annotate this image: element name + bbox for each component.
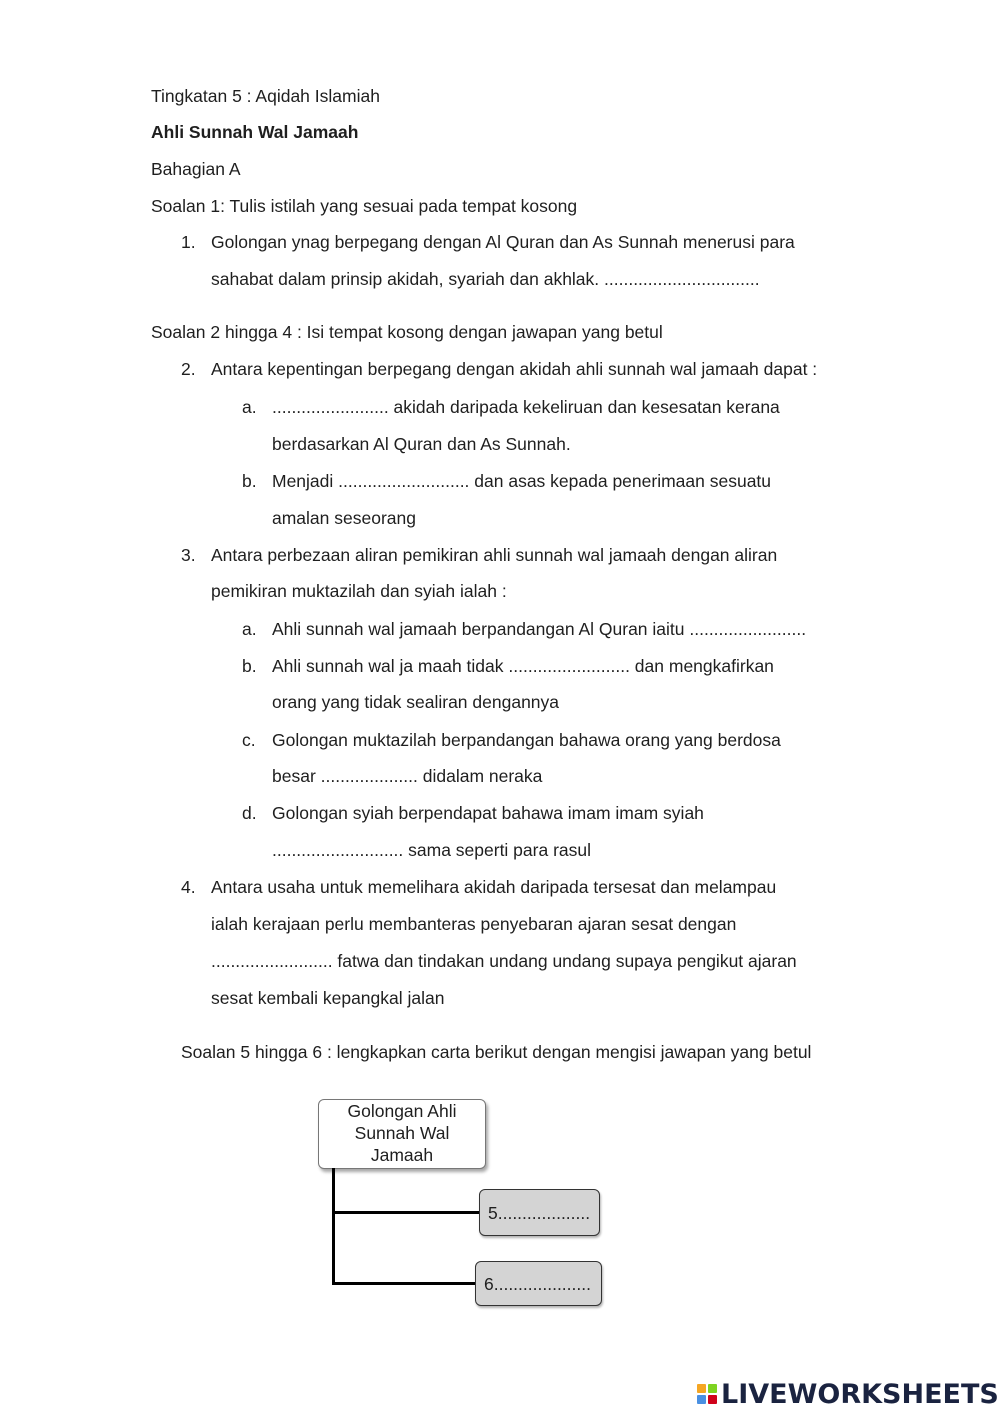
q2b-line2: amalan seseorang xyxy=(272,508,416,528)
logo-text: LIVEWORKSHEETS xyxy=(721,1378,999,1410)
chart-root-line3: Jamaah xyxy=(370,1145,434,1165)
chart-root-line2: Sunnah Wal xyxy=(354,1123,450,1143)
q3-number: 3. xyxy=(181,545,196,565)
q1-number: 1. xyxy=(181,232,196,252)
q4-line4: sesat kembali kepangkal jalan xyxy=(211,988,445,1008)
q4-line1: Antara usaha untuk memelihara akidah daripada tersesat dan melampau xyxy=(211,877,777,897)
q2-number: 2. xyxy=(181,359,196,379)
q3a-line1: Ahli sunnah wal jamaah berpandangan Al Quran iaitu ........................ xyxy=(272,619,807,639)
q3d-line1: Golongan syiah berpendapat bahawa imam imam syiah xyxy=(272,803,704,823)
q3c-line1: Golongan muktazilah berpandangan bahawa orang yang berdosa xyxy=(272,730,781,750)
logo-tile-icon xyxy=(697,1384,706,1393)
chart-connector-branch-5 xyxy=(332,1211,480,1214)
q1-instruction: Soalan 1: Tulis istilah yang sesuai pada tempat kosong xyxy=(151,196,578,216)
q5to6-instruction: Soalan 5 hingga 6 : lengkapkan carta berikut dengan mengisi jawapan yang betul xyxy=(181,1042,812,1062)
logo-tile-icon xyxy=(708,1384,717,1393)
q3b-line2: orang yang tidak sealiran dengannya xyxy=(272,692,560,712)
q3c-letter: c. xyxy=(242,730,256,750)
worksheet-title: Ahli Sunnah Wal Jamaah xyxy=(151,122,359,142)
chart-root-line1: Golongan Ahli xyxy=(347,1101,457,1121)
liveworksheets-logo xyxy=(697,1378,999,1410)
section-label: Bahagian A xyxy=(151,159,241,179)
q2to4-instruction: Soalan 2 hingga 4 : Isi tempat kosong dengan jawapan yang betul xyxy=(151,322,663,342)
q4-number: 4. xyxy=(181,877,196,897)
answer-6-text: 6.................... xyxy=(484,1273,591,1294)
q3a-letter: a. xyxy=(242,619,257,639)
q3d-line2: ........................... sama seperti para rasul xyxy=(272,840,591,860)
answer-box-5[interactable] xyxy=(479,1189,600,1236)
q2a-line1: ........................ akidah daripada kekeliruan dan kesesatan kerana xyxy=(272,397,780,417)
q1-text-line1: Golongan ynag berpegang dengan Al Quran dan As Sunnah menerusi para xyxy=(211,232,795,252)
q1-text-line2: sahabat dalam prinsip akidah, syariah dan akhlak. ................................ xyxy=(211,269,760,289)
q2b-line1: Menjadi ........................... dan asas kepada penerimaan sesuatu xyxy=(272,471,772,491)
chart-connector-branch-6 xyxy=(332,1282,476,1285)
q2b-letter: b. xyxy=(242,471,257,491)
q3-line1: Antara perbezaan aliran pemikiran ahli sunnah wal jamaah dengan aliran xyxy=(211,545,778,565)
q3b-line1: Ahli sunnah wal ja maah tidak ......................... dan mengkafirkan xyxy=(272,656,774,676)
logo-tile-icon xyxy=(708,1395,717,1404)
subject-line: Tingkatan 5 : Aqidah Islamiah xyxy=(151,86,380,106)
q2-text: Antara kepentingan berpegang dengan akidah ahli sunnah wal jamaah dapat : xyxy=(211,359,818,379)
q4-line2: ialah kerajaan perlu membanteras penyebaran ajaran sesat dengan xyxy=(211,914,737,934)
logo-mark-icon xyxy=(697,1384,717,1404)
answer-5-text: 5................... xyxy=(488,1202,591,1223)
q3-line2: pemikiran muktazilah dan syiah ialah : xyxy=(211,581,507,601)
chart-root-box xyxy=(318,1099,486,1169)
answer-box-6[interactable] xyxy=(475,1261,602,1306)
q3d-letter: d. xyxy=(242,803,257,823)
q2a-line2: berdasarkan Al Quran dan As Sunnah. xyxy=(272,434,571,454)
q4-line3: ......................... fatwa dan tindakan undang undang supaya pengikut ajaran xyxy=(211,951,797,971)
logo-tile-icon xyxy=(697,1395,706,1404)
q3b-letter: b. xyxy=(242,656,257,676)
chart-connector-vertical xyxy=(332,1168,335,1285)
q3c-line2: besar .................... didalam neraka xyxy=(272,766,543,786)
q2a-letter: a. xyxy=(242,397,257,417)
